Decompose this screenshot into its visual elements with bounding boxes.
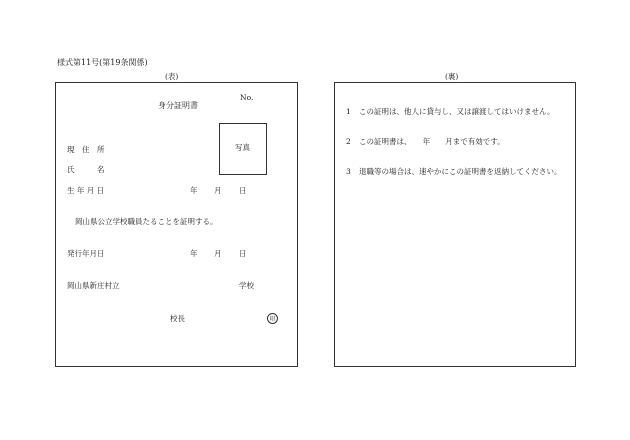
photo-label: 写真	[235, 143, 250, 152]
birth-day: 日	[239, 186, 247, 195]
principal-label: 校長	[170, 314, 185, 323]
birth-year: 年	[190, 186, 198, 195]
seal-icon: 印	[267, 313, 278, 324]
note-number-2: 2	[346, 137, 351, 146]
form-label: 様式第11号(第19条関係)	[57, 58, 148, 67]
back-heading: (裏)	[445, 72, 459, 81]
issue-month: 月	[214, 249, 222, 258]
no-label: No.	[240, 93, 254, 102]
district-label: 岡山県新庄村立	[67, 281, 120, 290]
certification-statement: 岡山県公立学校職員たることを証明する。	[75, 217, 218, 226]
front-heading: (表)	[165, 72, 179, 81]
name-label: 氏 名	[67, 165, 105, 174]
note-text-1: この証明は、他人に貸与し、又は譲渡してはいけません。	[359, 107, 555, 116]
address-label: 現 住 所	[67, 145, 105, 154]
card-title: 身分証明書	[158, 101, 198, 110]
birth-label: 生 年 月 日	[67, 186, 105, 195]
back-card	[334, 82, 576, 367]
note-text-3: 退職等の場合は、速やかにこの証明書を返納してください。	[359, 167, 562, 176]
issue-year: 年	[190, 249, 198, 258]
issue-day: 日	[239, 249, 247, 258]
note-number-3: 3	[346, 167, 351, 176]
note-text-2: この証明書は、 年 月まで有効です。	[359, 137, 505, 146]
note-number-1: 1	[346, 107, 351, 116]
school-label: 学校	[239, 281, 254, 290]
birth-month: 月	[214, 186, 222, 195]
issue-date-label: 発行年月日	[67, 249, 105, 258]
